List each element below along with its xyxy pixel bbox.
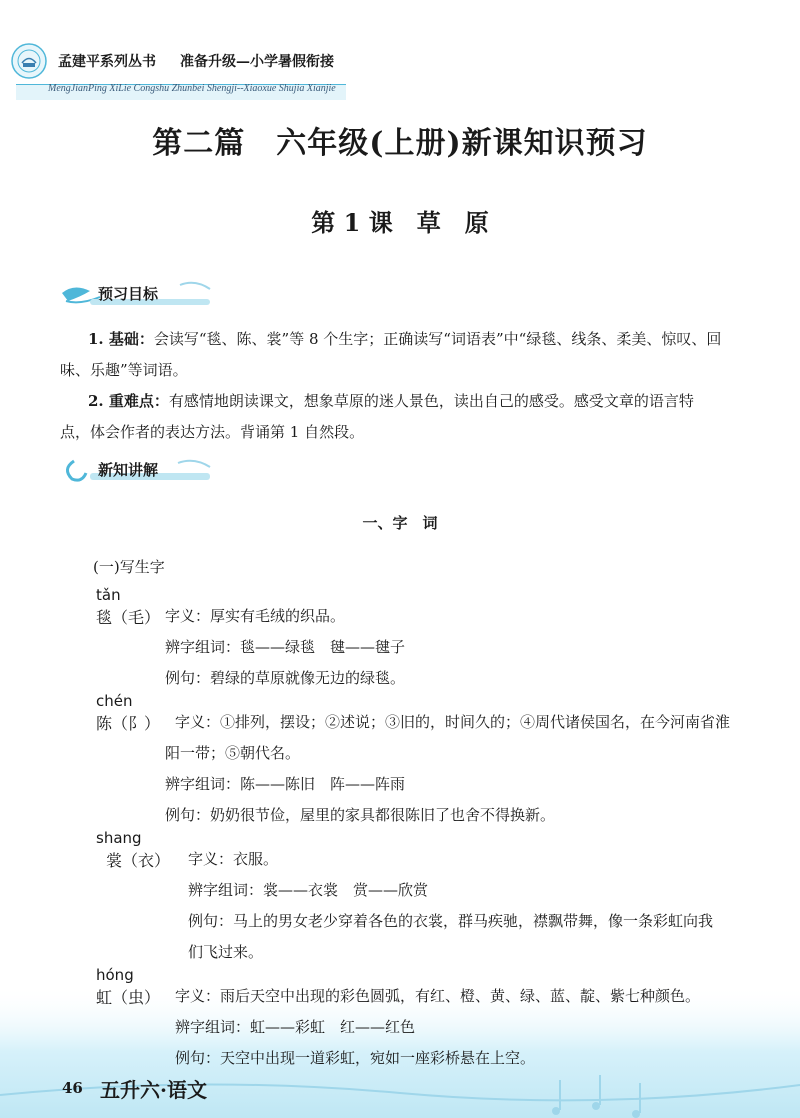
new-knowledge-label: 新知讲解 <box>98 461 159 479</box>
entry-1-pinyin: tǎn <box>96 586 121 604</box>
entry-2-char: 陈（阝） <box>96 714 161 733</box>
entry-3-meaning: 字义：衣服。 <box>188 850 279 868</box>
entry-2-meaning-cont: 阳一带；⑤朝代名。 <box>165 744 301 762</box>
entry-2-pinyin: chén <box>96 692 133 710</box>
entry-4-char: 虹（虫） <box>96 988 161 1007</box>
entry-1-compare: 辨字组词：毯——绿毯 毽——毽子 <box>165 638 406 656</box>
entry-3-pinyin: shang <box>96 829 142 847</box>
part-title: 第二篇 六年级(上册)新课知识预习 <box>152 126 648 161</box>
entry-1-example: 例句：碧绿的草原就像无边的绿毯。 <box>165 669 406 687</box>
series-name: 孟建平系列丛书 <box>58 54 156 70</box>
series-subtitle: 准备升级—小学暑假衔接 <box>180 54 334 70</box>
entry-4-meaning: 字义：雨后天空中出现的彩色圆弧，有红、橙、黄、绿、蓝、靛、紫七种颜色。 <box>175 987 701 1005</box>
goal-item-2 <box>88 386 748 417</box>
goal-item-2-prefix: 2. 重难点： <box>88 392 169 410</box>
page-number: 46 <box>62 1079 83 1097</box>
entry-1-char: 毯（毛） <box>96 608 161 627</box>
words-subhead: 一、字 词 <box>362 514 438 532</box>
goal-item-2-line1: 有感情地朗读课文，想象草原的迷人景色，读出自己的感受。感受文章的语言特 <box>168 392 694 410</box>
book-subject: 五升六·语文 <box>100 1078 207 1102</box>
write-characters-head: (一)写生字 <box>93 558 165 576</box>
entry-4-pinyin: hóng <box>96 966 134 984</box>
logo-seal-icon <box>10 42 48 80</box>
goal-item-1-prefix: 1. 基础： <box>88 330 154 348</box>
entry-3-example-cont: 们飞过来。 <box>188 943 264 961</box>
goal-item-1-line2: 味、乐趣”等词语。 <box>60 361 188 379</box>
entry-1-meaning: 字义：厚实有毛绒的织品。 <box>165 607 346 625</box>
entry-4-compare: 辨字组词：虹——彩虹 红——红色 <box>175 1018 416 1036</box>
entry-4-example: 例句：天空中出现一道彩虹，宛如一座彩桥悬在上空。 <box>175 1049 536 1067</box>
entry-3-char: 裳（衣） <box>106 851 171 870</box>
goal-item-1 <box>88 324 748 355</box>
entry-2-meaning: 字义：①排列，摆设；②述说；③旧的，时间久的；④周代诸侯国名，在今河南省淮 <box>175 713 731 731</box>
entry-2-compare: 辨字组词：陈——陈旧 阵——阵雨 <box>165 775 406 793</box>
goal-item-1-line1: 会读写“毯、陈、裳”等 8 个生字；正确读写“词语表”中“绿毯、线条、柔美、惊叹、回 <box>153 330 722 348</box>
goals-label: 预习目标 <box>98 285 159 303</box>
header-pinyin: MengJianPing XiLie Congshu Zhunbei Shengji--Xiaoxue Shujia Xianjie <box>48 83 336 94</box>
lesson-title: 第 1 课 草 原 <box>311 208 489 237</box>
entry-2-example: 例句：奶奶很节俭，屋里的家具都很陈旧了也舍不得换新。 <box>165 806 556 824</box>
entry-3-compare: 辨字组词：裳——衣裳 赏——欣赏 <box>188 881 429 899</box>
goal-item-2-line2: 点，体会作者的表达方法。背诵第 1 自然段。 <box>60 423 365 441</box>
entry-3-example: 例句：马上的男女老少穿着各色的衣裳，群马疾驰，襟飘带舞，像一条彩虹向我 <box>188 912 714 930</box>
